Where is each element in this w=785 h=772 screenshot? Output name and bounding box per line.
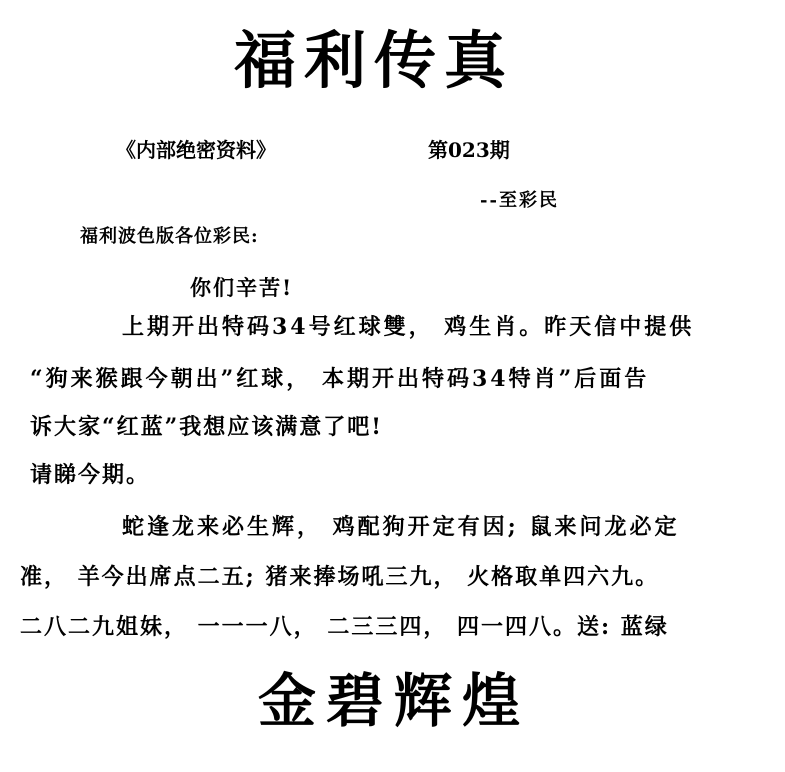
document-title: 福利传真 — [234, 24, 515, 97]
paragraph1-line2: “狗来猴跟今朝出”红球， 本期开出特码34特肖”后面告 — [30, 366, 650, 392]
paragraph2-line1: 蛇逢龙来必生辉， 鸡配狗开定有因; 鼠来问龙必定 — [122, 514, 680, 540]
issue-number: 第023期 — [428, 138, 510, 162]
intro-line: 你们辛苦! — [190, 275, 294, 300]
greeting-line: 福利波色版各位彩民: — [80, 226, 259, 247]
paragraph1-line1: 上期开出特码34号红球雙， 鸡生肖。昨天信中提供 — [122, 314, 695, 340]
paragraph1-line3: 诉大家“红蓝”我想应该满意了吧! — [30, 414, 383, 440]
sender-line: --至彩民 — [480, 190, 559, 211]
footer-slogan: 金碧辉煌 — [258, 667, 531, 735]
paragraph2-line3: 二八二九姐妹， 一一一八， 二三三四， 四一四八。送: 蓝绿 — [20, 614, 669, 640]
classified-label: 《内部绝密资料》 — [116, 138, 276, 162]
paragraph2-line2: 准， 羊今出席点二五; 猪来捧场吼三九， 火格取单四六九。 — [20, 564, 660, 590]
paragraph1-line4: 请睇今期。 — [30, 462, 151, 488]
